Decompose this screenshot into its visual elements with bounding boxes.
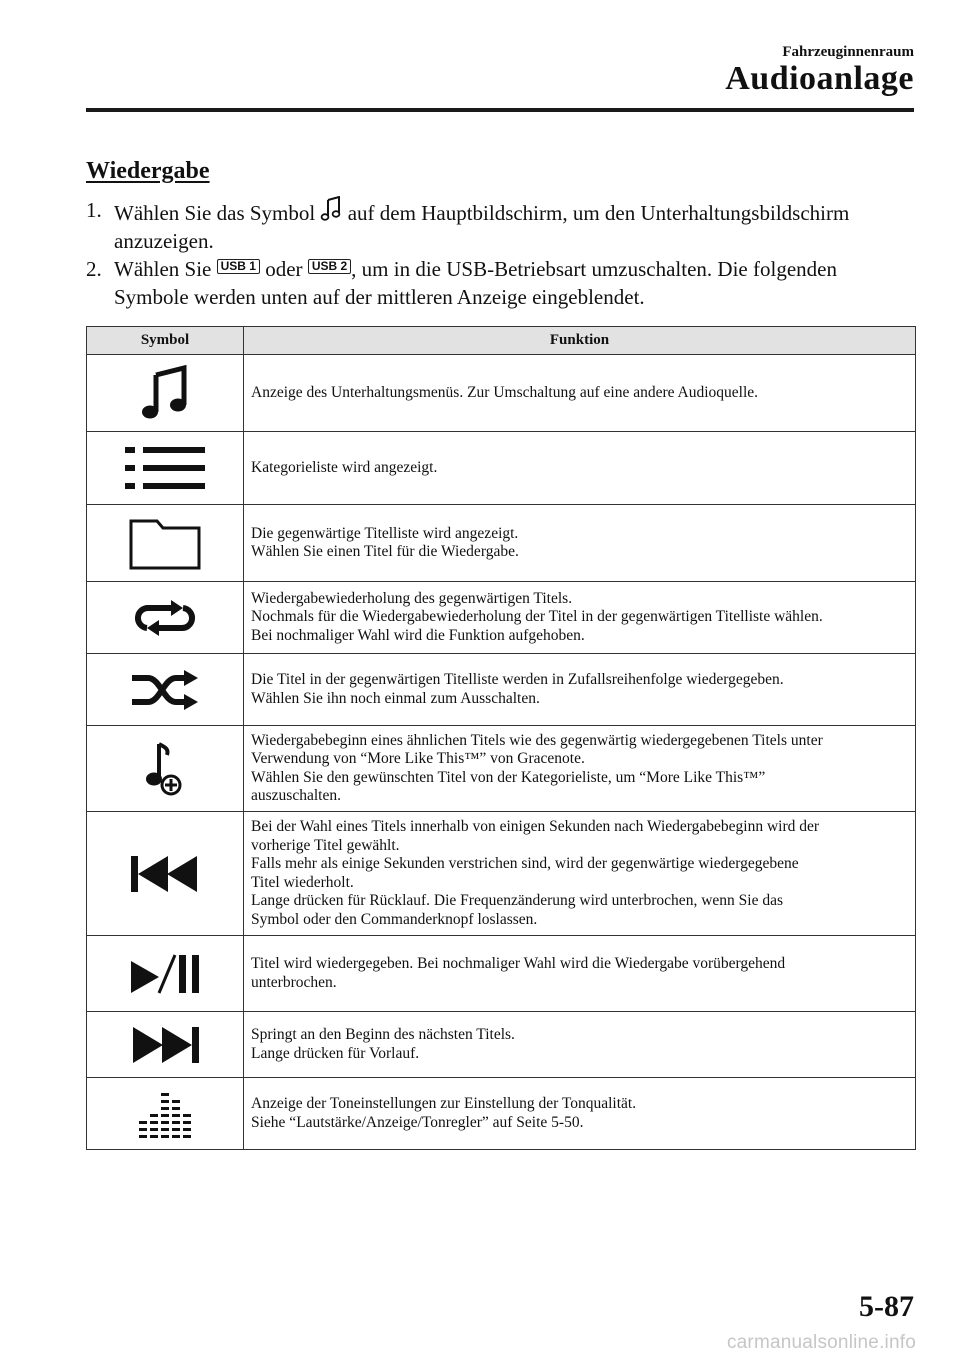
row-text: Wählen Sie ihn noch einmal zum Ausschalten.: [251, 689, 540, 707]
equalizer-bar-segment: [172, 1135, 180, 1138]
row-text: Verwendung von “More Like This™” von Gracenote.: [251, 750, 585, 767]
steps-list: [86, 196, 916, 311]
table-row: [87, 1012, 916, 1078]
row-text: Wiedergabebeginn eines ähnlichen Titels wie des gegenwärtig wiedergegebenen Titels unter: [251, 731, 823, 749]
step-number: 1.: [86, 198, 102, 222]
step-number: 2.: [86, 257, 102, 281]
table-row: [87, 355, 916, 432]
row-text: Die Titel in der gegenwärtigen Titelliste werden in Zufallsreihenfolge wiedergegeben.: [251, 671, 784, 688]
row-text: Bei nochmaliger Wahl wird die Funktion aufgehoben.: [251, 626, 585, 644]
row-text: Symbol oder den Commanderknopf loslassen.: [251, 910, 538, 928]
watermark: carmanualsonline.info: [726, 1332, 916, 1353]
equalizer-bar-segment: [139, 1135, 147, 1138]
row-text: Titel wiederholt.: [251, 873, 354, 891]
table-row: [87, 432, 916, 505]
equalizer-bar-segment: [150, 1114, 158, 1117]
table-row: [87, 936, 916, 1012]
equalizer-bar-segment: [139, 1121, 147, 1124]
step-text: , um in die USB-Betriebsart umzuschalten. Die folgenden: [351, 257, 837, 281]
row-text: Springt an den Beginn des nächsten Titels.: [251, 1026, 515, 1043]
row-text: Die gegenwärtige Titelliste wird angezeigt.: [251, 524, 519, 542]
equalizer-bar-segment: [161, 1093, 169, 1096]
equalizer-bar-segment: [150, 1121, 158, 1124]
step-text: Symbole werden unten auf der mittleren Anzeige eingeblendet.: [114, 285, 645, 309]
step-text: Wählen Sie: [114, 257, 217, 281]
list-icon: [125, 445, 205, 491]
header-section: Fahrzeuginnenraum: [782, 44, 914, 60]
row-text: auszuschalten.: [251, 787, 341, 804]
row-text: vorherige Titel gewählt.: [251, 836, 400, 854]
equalizer-bar-segment: [150, 1135, 158, 1138]
row-text: Wählen Sie einen Titel für die Wiedergabe.: [251, 543, 519, 560]
equalizer-bar-segment: [161, 1128, 169, 1131]
column-header-symbol: Symbol: [87, 327, 244, 355]
equalizer-bar-segment: [172, 1107, 180, 1110]
equalizer-bar-segment: [183, 1128, 191, 1131]
step-text: anzuzeigen.: [114, 229, 214, 253]
page-title: Audioanlage: [725, 60, 914, 97]
row-text: Wiedergabewiederholung des gegenwärtigen Titels.: [251, 589, 573, 607]
equalizer-bar-segment: [150, 1128, 158, 1131]
previous-track-icon: [131, 854, 199, 894]
equalizer-bar-segment: [161, 1114, 169, 1117]
more-like-this-icon: [145, 741, 185, 797]
equalizer-bar-segment: [172, 1114, 180, 1117]
equalizer-bar-segment: [172, 1128, 180, 1131]
shuffle-icon: [130, 670, 200, 710]
header-rule: [86, 108, 914, 112]
equalizer-bar-segment: [172, 1121, 180, 1124]
equalizer-bar-segment: [183, 1121, 191, 1124]
row-text: Bei der Wahl eines Titels innerhalb von einigen Sekunden nach Wiedergabebeginn wird der: [251, 818, 820, 835]
equalizer-bar-segment: [161, 1121, 169, 1124]
equalizer-bar-segment: [183, 1114, 191, 1117]
row-text: Lange drücken für Rücklauf. Die Frequenzänderung wird unterbrochen, wenn Sie das: [251, 892, 783, 909]
table-header-row: [87, 327, 916, 355]
step-text: Wählen Sie das Symbol: [114, 201, 321, 225]
equalizer-bar-segment: [183, 1135, 191, 1138]
row-text: Anzeige der Toneinstellungen zur Einstellung der Tonqualität.: [251, 1095, 637, 1112]
table-row: [87, 505, 916, 582]
folder-icon: [129, 516, 201, 570]
usb1-button-label: USB 1: [217, 259, 260, 274]
row-text: Falls mehr als einige Sekunden verstrichen sind, wird der gegenwärtige wiedergegebene: [251, 855, 799, 872]
step-text: auf dem Hauptbildschirm, um den Unterhaltungsbildschirm: [342, 201, 850, 225]
step-1: [86, 196, 916, 255]
equalizer-bar-segment: [161, 1107, 169, 1110]
equalizer-bar-segment: [161, 1135, 169, 1138]
music-note-icon: [140, 365, 190, 421]
row-text: Lange drücken für Vorlauf.: [251, 1044, 420, 1062]
step-2: [86, 255, 916, 311]
row-text: Wählen Sie den gewünschten Titel von der Kategorieliste, um “More Like This™”: [251, 768, 766, 786]
table-row: [87, 1078, 916, 1150]
usb2-button-label: USB 2: [308, 259, 351, 274]
row-text: unterbrochen.: [251, 973, 337, 991]
repeat-icon: [135, 598, 195, 638]
row-text: Kategorieliste wird angezeigt.: [251, 458, 438, 476]
row-text: Titel wird wiedergegeben. Bei nochmaliger Wahl wird die Wiedergabe vorübergehend: [251, 955, 786, 972]
section-heading: Wiedergabe: [86, 158, 210, 184]
step-text: oder: [259, 257, 308, 281]
equalizer-bar-segment: [161, 1100, 169, 1103]
column-header-function: Funktion: [244, 327, 916, 355]
music-note-icon: [320, 196, 342, 222]
table-row: [87, 726, 916, 812]
symbol-function-table: [86, 326, 916, 1150]
table-row: [87, 654, 916, 726]
row-text: Anzeige des Unterhaltungsmenüs. Zur Umschaltung auf eine andere Audioquelle.: [251, 383, 759, 401]
equalizer-bar-segment: [139, 1128, 147, 1131]
row-text: Nochmals für die Wiedergabewiederholung der Titel in der gegenwärtigen Titelliste wählen.: [251, 608, 823, 626]
page-number: 5-87: [859, 1290, 914, 1323]
next-track-icon: [131, 1025, 199, 1065]
table-row: [87, 812, 916, 936]
equalizer-icon: [137, 1088, 193, 1140]
table-row: [87, 582, 916, 654]
row-text: Siehe “Lautstärke/Anzeige/Tonregler” auf Seite 5-50.: [251, 1113, 584, 1131]
play-pause-icon: [129, 953, 201, 995]
equalizer-bar-segment: [172, 1100, 180, 1103]
